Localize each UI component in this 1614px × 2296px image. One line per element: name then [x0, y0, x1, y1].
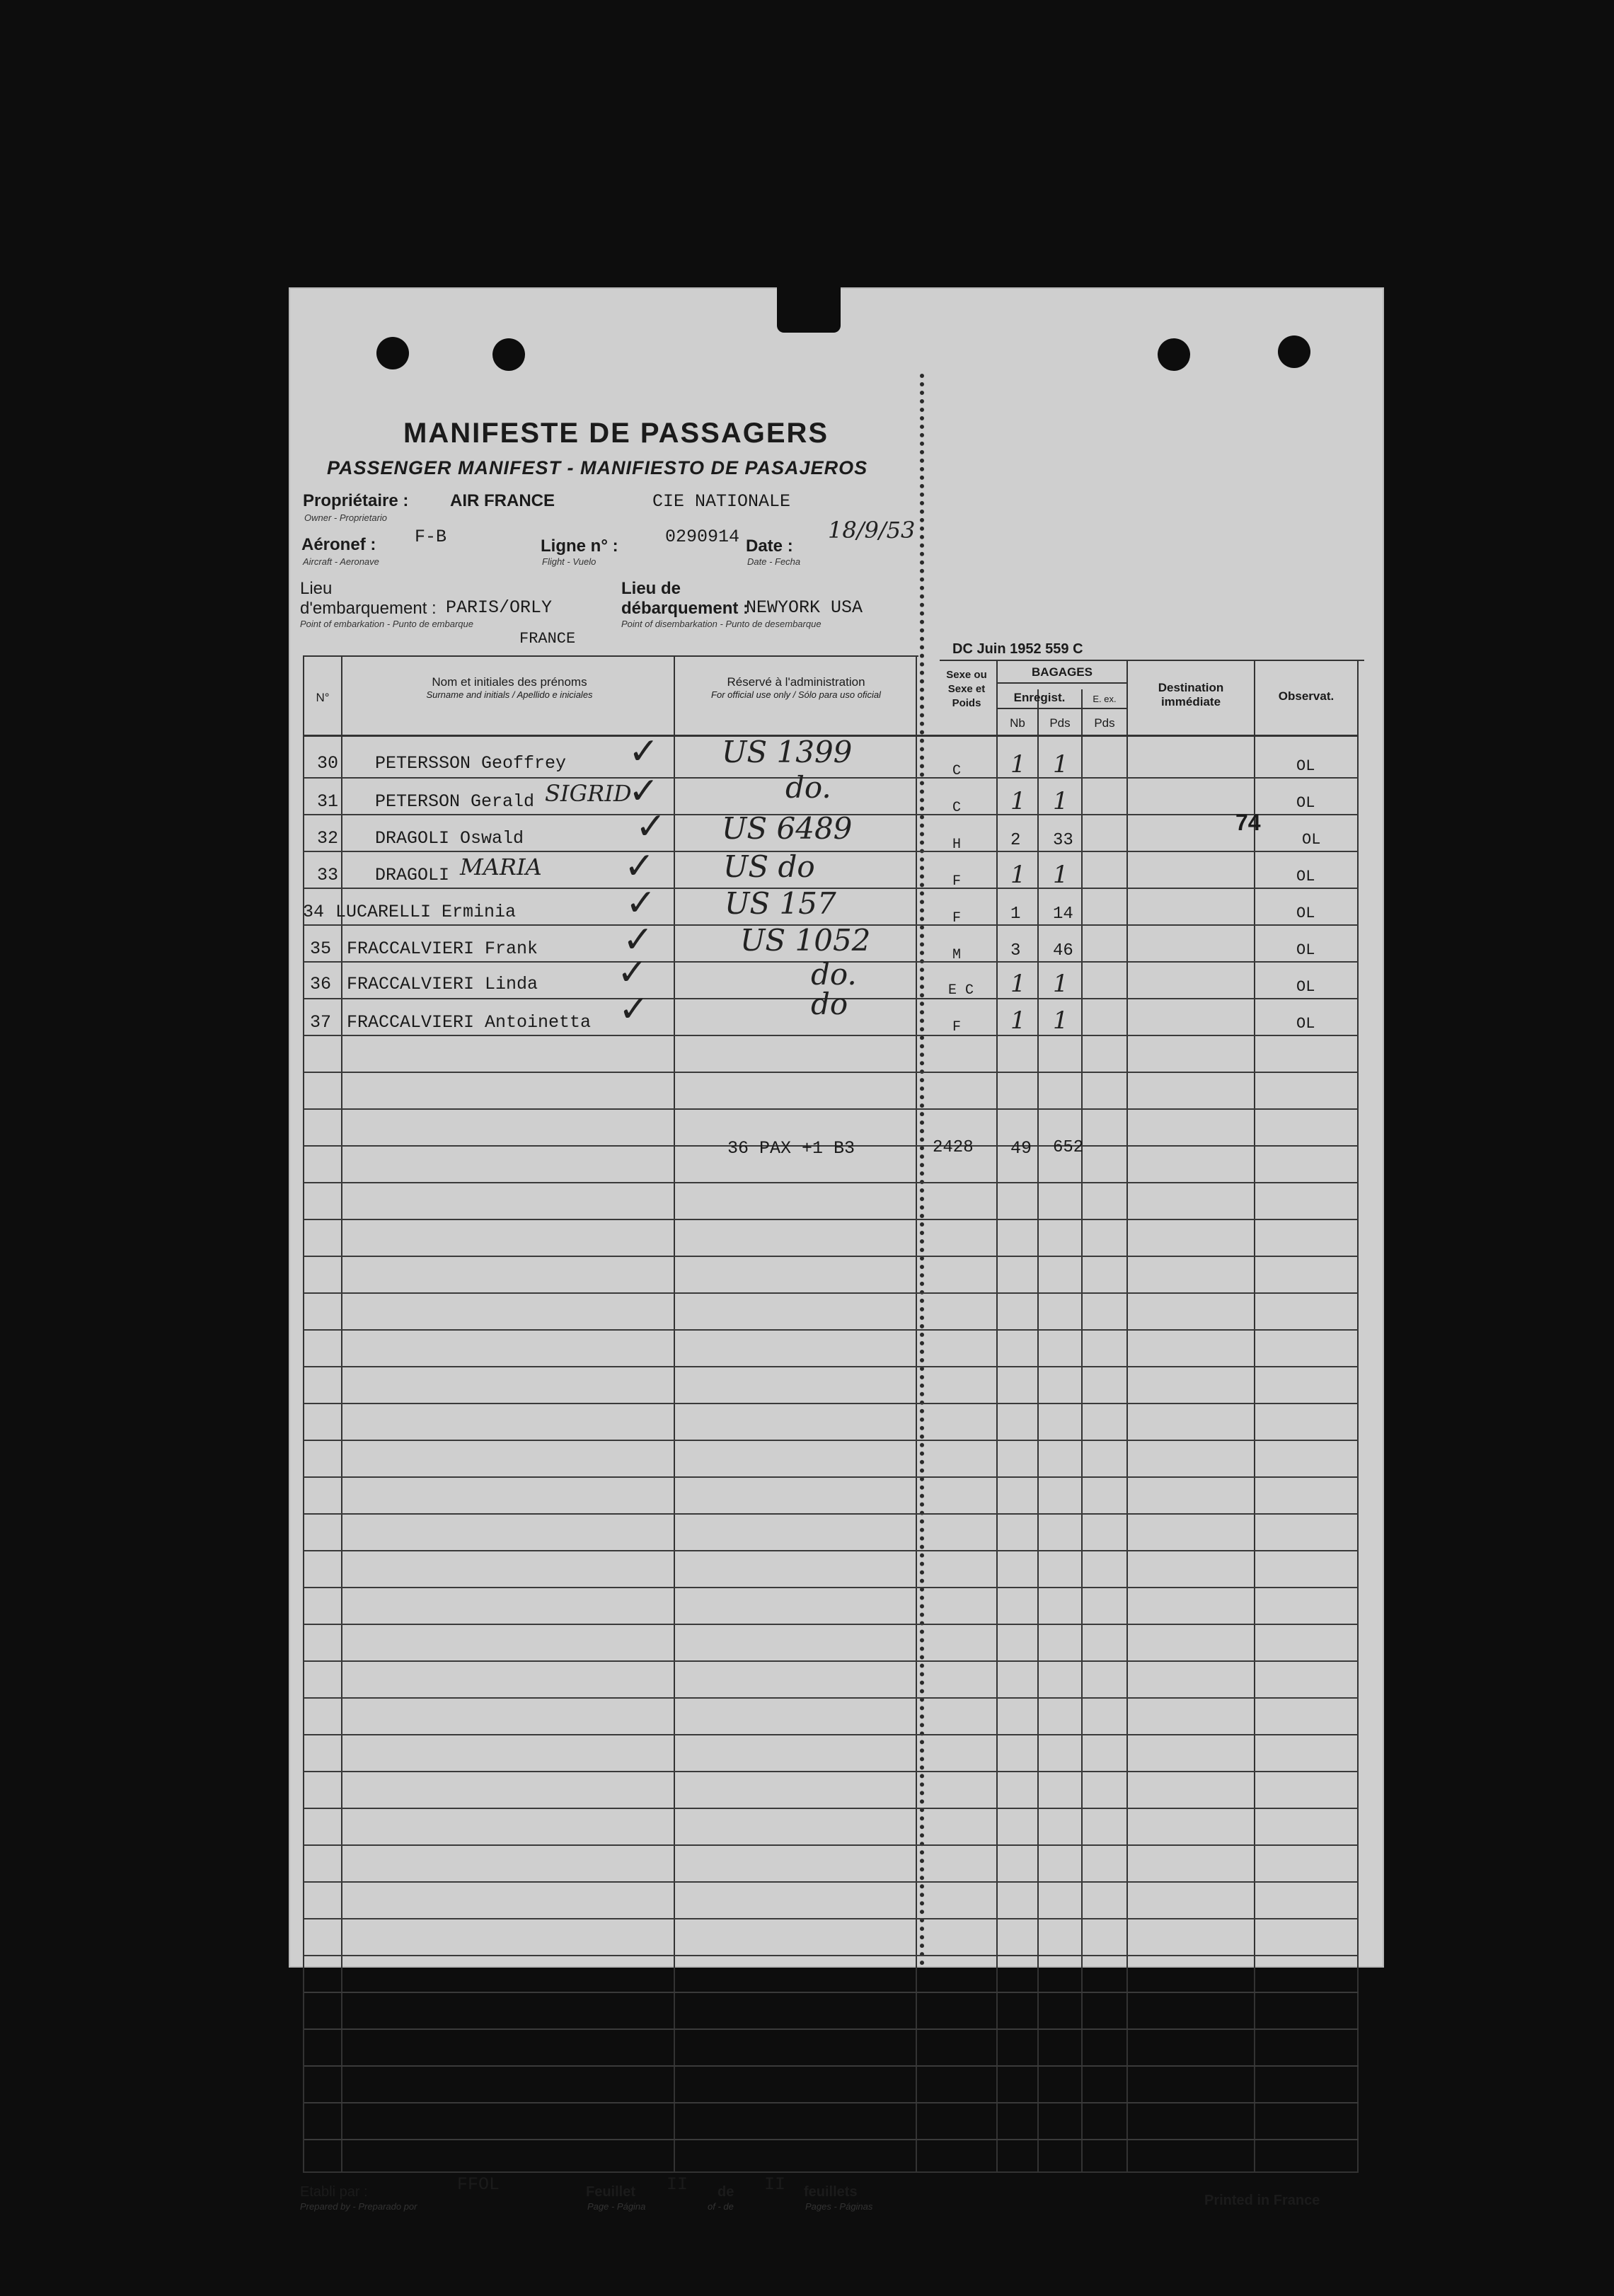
embark-sublabel: Point of embarkation - Punto de embarque [300, 619, 473, 629]
row-rule [304, 851, 1359, 852]
passenger-name: FRACCALVIERI Linda [347, 974, 538, 994]
col-sep-name [674, 655, 675, 2171]
col-header-admin-text: Réservé à l'administration [727, 675, 865, 689]
admin-note: US 157 [725, 886, 836, 921]
passenger-name-handwritten: SIGRID [545, 780, 632, 807]
registered-rule [996, 708, 1128, 709]
baggage-nb: 1 [1010, 787, 1026, 815]
owner-value: AIR FRANCE [450, 491, 555, 510]
disembark-value: NEWYORK USA [746, 597, 863, 618]
baggage-pds: 1 [1053, 1006, 1068, 1035]
row-number: 30 [317, 753, 339, 774]
row-rule [304, 1219, 1359, 1220]
passenger-name-handwritten: MARIA [460, 854, 542, 880]
col-sep-exc [1126, 660, 1128, 2171]
sex-value: C [952, 800, 962, 816]
checkmark-icon: ✓ [635, 805, 667, 848]
admin-note: US 1399 [722, 735, 853, 769]
row-rule [304, 1808, 1359, 1809]
table-bottom-rule [303, 2171, 1359, 2173]
sex-value: H [952, 837, 962, 853]
row-rule [304, 2139, 1359, 2140]
passenger-name: DRAGOLI Oswald [375, 828, 524, 849]
passenger-name: FRACCALVIERI Antoinetta [347, 1012, 592, 1033]
punch-hole-4 [1278, 335, 1310, 368]
page-title: MANIFESTE DE PASSAGERS [403, 418, 829, 449]
passenger-name: FRACCALVIERI Frank [347, 939, 538, 959]
embark-label-2: d'embarquement : [300, 599, 437, 618]
sheet-label: Feuillet [586, 2184, 636, 2200]
observation: OL [1296, 868, 1315, 885]
row-rule [304, 1440, 1359, 1441]
row-rule [304, 1771, 1359, 1772]
totals-pds: 652 [1053, 1138, 1084, 1157]
manifest-sheet [289, 287, 1384, 2212]
baggage-pds: 1 [1053, 970, 1068, 998]
baggage-pds: 1 [1053, 861, 1068, 889]
pages-sublabel: Pages - Páginas [805, 2201, 873, 2212]
row-rule [304, 1697, 1359, 1699]
row-rule [304, 1881, 1359, 1883]
sex-value: F [952, 1019, 962, 1035]
prepared-by-sublabel: Prepared by - Preparado por [300, 2201, 417, 2212]
owner-typed-value: CIE NATIONALE [652, 491, 791, 512]
col-header-name-text: Nom et initiales des prénoms [432, 675, 587, 689]
aircraft-sublabel: Aircraft - Aeronave [303, 556, 379, 567]
aircraft-value: F-B [415, 527, 447, 547]
baggage-pds: 14 [1053, 905, 1073, 924]
row-rule [304, 1108, 1359, 1110]
table-right-border [1357, 660, 1359, 2171]
line-sublabel: Flight - Vuelo [542, 556, 596, 567]
sex-value: C [952, 763, 962, 779]
baggage-nb: 1 [1010, 861, 1026, 889]
prepared-by-label: Etabli par : [300, 2184, 368, 2200]
observation: OL [1296, 794, 1315, 812]
checkmark-icon: ✓ [618, 988, 650, 1031]
sex-value: E C [948, 982, 974, 999]
baggage-nb: 1 [1010, 750, 1026, 779]
row-rule [304, 1182, 1359, 1183]
form-code: DC Juin 1952 559 C [952, 641, 1083, 657]
col-sep-admin [916, 655, 917, 2171]
row-rule [304, 777, 1359, 779]
row-rule [304, 1035, 1359, 1036]
date-sublabel: Date - Fecha [747, 556, 801, 567]
observation: OL [1296, 978, 1315, 996]
table-left-border [303, 655, 304, 2171]
col-header-exc-pds: Pds [1094, 716, 1115, 730]
admin-note: do [811, 987, 848, 1021]
baggage-nb: 1 [1010, 970, 1026, 998]
totals-nb: 49 [1010, 1138, 1032, 1159]
sex-value: F [952, 873, 962, 890]
row-rule [304, 1918, 1359, 1919]
of-value: II [764, 2174, 786, 2195]
row-number: 33 [317, 865, 339, 885]
torn-notch [777, 286, 841, 333]
row-number: 37 [310, 1012, 332, 1033]
admin-note: US do [723, 849, 815, 884]
table-top-rule [303, 655, 918, 657]
totals-sex: 2428 [933, 1138, 974, 1157]
punch-hole-3 [1158, 338, 1190, 371]
row-rule [304, 1844, 1359, 1846]
baggage-pds: 1 [1053, 787, 1068, 815]
checkmark-icon: ✓ [617, 951, 648, 994]
col-header-nb: Nb [1010, 716, 1025, 730]
row-rule [304, 1660, 1359, 1662]
col-sep-dest [1254, 660, 1255, 2171]
sex-value: F [952, 910, 962, 926]
admin-note: US 1052 [740, 923, 871, 958]
sheets-label: feuillets [804, 2184, 858, 2200]
of-sublabel: of - de [708, 2201, 734, 2212]
disembark-label-2: débarquement : [621, 599, 749, 618]
col-header-name [347, 675, 672, 700]
baggage-nb: 2 [1010, 831, 1021, 850]
row-rule [304, 1992, 1359, 1993]
row-rule [304, 1292, 1359, 1294]
observation: OL [1296, 941, 1315, 959]
owner-sublabel: Owner - Proprietario [304, 512, 388, 523]
baggage-nb: 3 [1010, 941, 1021, 960]
row-rule [304, 1256, 1359, 1257]
row-rule [304, 1734, 1359, 1735]
passenger-name: LUCARELLI Erminia [335, 902, 517, 922]
col-header-name-sub: Surname and initials / Apellido e iniciales [426, 689, 593, 700]
baggage-nb: 1 [1010, 905, 1021, 924]
checkmark-icon: ✓ [624, 845, 655, 888]
date-label: Date : [746, 536, 793, 556]
checkmark-icon: ✓ [623, 919, 654, 961]
punch-hole-2 [492, 338, 525, 371]
page-subtitle: PASSENGER MANIFEST - MANIFIESTO DE PASAJEROS [327, 457, 868, 478]
table-top-rule-right [940, 660, 1364, 661]
row-number: 31 [317, 791, 339, 812]
row-number: 34 [303, 902, 325, 922]
col-sep-pds [1081, 689, 1083, 2171]
line-label: Ligne n° : [541, 536, 618, 556]
col-header-pds: Pds [1049, 716, 1071, 730]
aircraft-label: Aéronef : [301, 535, 376, 554]
admin-note: US 6489 [722, 811, 853, 846]
col-header-observ: Observat. [1278, 689, 1335, 703]
row-rule [304, 1366, 1359, 1367]
of-label: de [717, 2184, 734, 2200]
baggage-pds: 46 [1053, 941, 1073, 960]
col-sep-sex [996, 660, 998, 2171]
col-header-destination: Destination immédiate [1158, 681, 1224, 708]
embark-country: FRANCE [519, 630, 576, 648]
row-rule [304, 1550, 1359, 1551]
row-rule [304, 1587, 1359, 1588]
line-value: 0290914 [665, 527, 740, 547]
col-header-admin-sub: For official use only / Sólo para uso oficial [711, 689, 881, 700]
row-rule [304, 1624, 1359, 1625]
row-rule [304, 1403, 1359, 1404]
date-value: 18/9/53 [828, 517, 916, 544]
col-header-baggage: BAGAGES [1032, 665, 1093, 679]
row-number: 32 [317, 828, 339, 849]
checkmark-icon: ✓ [628, 730, 659, 773]
row-number: 36 [310, 974, 332, 994]
totals-label: 36 PAX +1 B3 [727, 1138, 855, 1159]
observation: OL [1296, 757, 1315, 775]
owner-label: Propriétaire : [303, 491, 409, 510]
row-rule [304, 1329, 1359, 1331]
passenger-name: DRAGOLI [375, 865, 450, 885]
sex-value: M [952, 947, 962, 963]
col-header-registered: Enregist. [1013, 691, 1066, 704]
disembark-sublabel: Point of disembarkation - Punto de desembarque [621, 619, 822, 629]
row-rule [304, 2028, 1359, 2030]
admin-note: do. [785, 770, 831, 805]
destination-note: 74 [1235, 810, 1261, 835]
col-sep-no [341, 655, 342, 2171]
row-rule [304, 1476, 1359, 1478]
observation: OL [1302, 831, 1321, 849]
admin-note: do. [811, 957, 857, 992]
checkmark-icon: ✓ [628, 770, 659, 813]
col-header-exc: E. ex. [1093, 694, 1117, 704]
disembark-label-1: Lieu de [621, 579, 681, 598]
prepared-by-value: FFOL [457, 2174, 500, 2195]
page-sublabel: Page - Página [587, 2201, 646, 2212]
row-rule [304, 2065, 1359, 2067]
row-rule [304, 1072, 1359, 1073]
perforation-line [920, 374, 924, 1966]
passenger-name: PETERSSON Geoffrey [375, 753, 567, 774]
row-rule [304, 1513, 1359, 1515]
col-header-admin [678, 675, 914, 700]
baggage-nb: 1 [1010, 1006, 1026, 1035]
row-number: 35 [310, 939, 332, 959]
checkmark-icon: ✓ [626, 882, 657, 924]
col-sep-nb [1037, 689, 1039, 2171]
row-rule [304, 2102, 1359, 2103]
sheet-value: II [667, 2174, 688, 2195]
embark-value: PARIS/ORLY [446, 597, 553, 618]
baggage-pds: 1 [1053, 750, 1068, 779]
observation: OL [1296, 1015, 1315, 1033]
embark-label-1: Lieu [300, 579, 333, 598]
row-rule [304, 1955, 1359, 1956]
col-header-no: N° [316, 691, 330, 704]
baggage-rule [996, 682, 1128, 684]
printed-in-france: Printed in France [1204, 2193, 1320, 2208]
observation: OL [1296, 905, 1315, 922]
passenger-name: PETERSON Gerald [375, 791, 535, 812]
baggage-pds: 33 [1053, 831, 1073, 850]
col-header-sex: Sexe ou Sexe et Poids [946, 669, 987, 709]
punch-hole-1 [376, 337, 409, 369]
